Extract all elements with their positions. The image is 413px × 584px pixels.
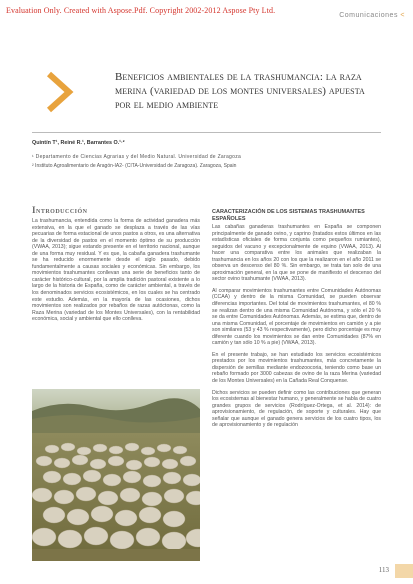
affiliation-2: ² Instituto Agroalimentario de Aragón-IA2- (CITA-Universidad de Zaragoza). Zaragoza, Spain bbox=[32, 163, 237, 169]
page-tab bbox=[395, 564, 413, 578]
affiliation-1: ¹ Departamento de Ciencias Agrarias y del Medio Natural. Universidad de Zaragoza bbox=[32, 154, 242, 160]
sheep-flock-photo bbox=[32, 389, 200, 561]
intro-heading: Introducción bbox=[32, 205, 88, 215]
article-title: Beneficios ambientales de la trashumancia: la raza merina (variedad de los montes universales) apuesta por el medio ambiente bbox=[115, 71, 365, 111]
right-paragraph-2: Al comparar movimientos trashumantes entre Comunidades Autónomas (CCAA) y dentro de la misma Comunidad, se pueden observar diferencias importantes. Del total de movimientos trashumantes, el 80 % se realizan dentro de una misma Comunidad Autónoma, y sólo el 20 % se da entre Comunidades Autónomas. Además, se estima que, dentro de una misma Comunidad, el porcentaje de movimientos en camión y a pie son similares (53 y 43 % respectivamente), pero dicho porcentaje es muy diferente cuando los movimientos se dan entre Comunidades (87% en camión y tan sólo 10 % a pie) (VWAA, 2013). bbox=[212, 287, 381, 347]
brand-mark-icon: < bbox=[400, 12, 405, 19]
chevron-icon bbox=[45, 70, 75, 114]
right-paragraph-1: Las cabañas ganaderas trashumantes en España se componen principalmente de ganado ovino, y caprino (tratados estos últimos en las estadísticas oficiales de forma conjunta como pequeños rumiantes), seguidos del vacuno y excepcionalmente de equino (VWAA, 2013). Al hacer una comparativa entre los animales que realizaban la trashumancia en los años 20 con los que la realizaron en el año 2011 se observa un descenso del 80 %. Sin embargo, se trata tan solo de una aproximación general, en la que se pone de manifiesto el descenso del sector ovino trashumante (VWAA, 2013). bbox=[212, 224, 381, 283]
authors-text: Quintín T¹, Reiné R.¹, Barrantes O.¹·² bbox=[32, 140, 125, 146]
systems-heading: CARACTERIZACIÓN DE LOS SISTEMAS TRASHUMANTES ESPAÑOLES bbox=[212, 209, 365, 222]
right-column bbox=[212, 209, 381, 434]
right-paragraph-3: En el presente trabajo, se han estudiado los servicios ecosistémicos prestados por los movimientos trashumantes, más concretamente la dispersión de semillas mediante endozoocoria, teniendo como base un rebaño formado por 3000 cabezas de ovino de la raza Merina (variedad de los Montes Universales) en la Cañada Real Conquense. bbox=[212, 351, 381, 385]
header-divider bbox=[32, 132, 381, 133]
right-paragraph-4: Dichos servicios se pueden definir como las contribuciones que generan los ecosistemas al bienestar humano, y generalmente se habla de cuatro grandes grupos de servicios (Rodríguez-Ortega, et al. 2014): de aprovisionamiento, de regulación, de soporte y culturales. Hay que señalar que aunque el ganado genera servicios de los cuatro tipos, los de aprovisionamiento y de regulación bbox=[212, 389, 381, 429]
brand-label bbox=[339, 12, 405, 19]
photo-illustration bbox=[32, 389, 200, 561]
intro-paragraph: La trashumancia, entendida como la forma de actividad ganadera más extensiva, en la que el ganado se desplaza a través de las vías pecuarias de forma estacional de unos pastos a otros, es una alternativa de la diversidad de pastos en el momento óptimo de su producción (VWAA, 2013); sigue estando presente en el territorio nacional, aunque de una forma muy residual. Y es que, la cabaña ganadera trashumante se ha reducido enormemente desde el siglo pasado, debido fundamentalmente a causas sociales y económicas. Sin embargo, los movimientos trashumantes conllevan una serie de beneficios tanto de carácter histórico-cultural, por la amplia tradición pastoral existente a lo largo de la historia de España, como de carácter ambiental, a través de los denominados servicios ecosistémicos, en los cuales se ha centrado este estudio. Además, en la mayoría de las ocasiones, dichos movimientos son realizados por rebaños de razas autóctonas, como la Raza Merina (variedad de los Montes Universales), con la rentabilidad económica, social y ambiental que ello conlleva. bbox=[32, 218, 200, 323]
watermark-text: Evaluation Only. Created with Aspose.Pdf. Copyright 2002-2012 Aspose Pty Ltd. bbox=[6, 6, 276, 15]
page-number: 113 bbox=[378, 566, 389, 574]
brand-text: Comunicaciones bbox=[339, 12, 398, 19]
left-column bbox=[32, 205, 200, 328]
authors-line bbox=[32, 140, 125, 146]
